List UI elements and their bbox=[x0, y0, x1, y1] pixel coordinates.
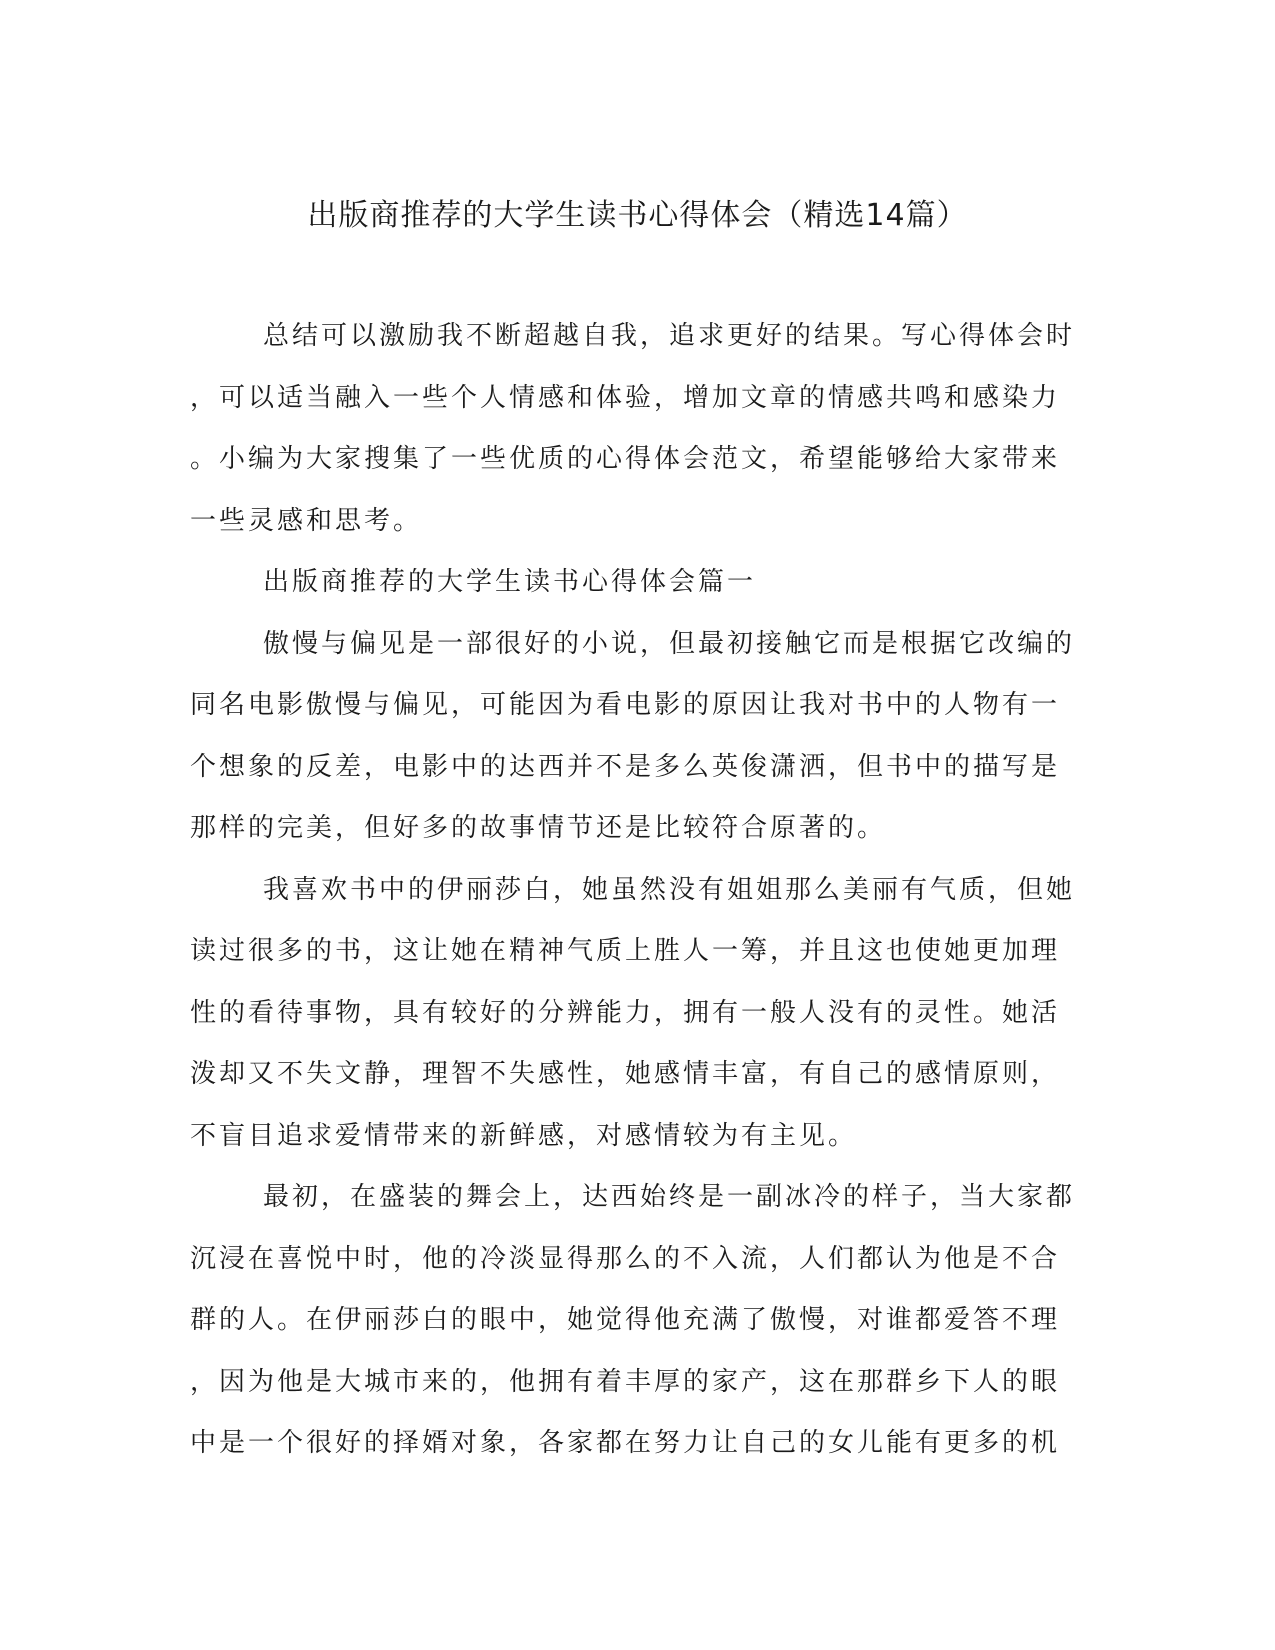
body-line: ，可以适当融入一些个人情感和体验，增加文章的情感共鸣和感染力 bbox=[190, 382, 1061, 413]
body-line: 性的看待事物，具有较好的分辨能力，拥有一般人没有的灵性。她活 bbox=[190, 997, 1061, 1028]
body-line: 一些灵感和思考。 bbox=[190, 505, 423, 536]
body-line: 。小编为大家搜集了一些优质的心得体会范文，希望能够给大家带来 bbox=[190, 444, 1061, 474]
document-title: 出版商推荐的大学生读书心得体会（精选14篇） bbox=[307, 198, 968, 233]
body-line: 个想象的反差，电影中的达西并不是多么英俊潇洒，但书中的描写是 bbox=[190, 751, 1061, 782]
body-line: 那样的完美，但好多的故事情节还是比较符合原著的。 bbox=[190, 813, 887, 843]
body-line: 沉浸在喜悦中时，他的冷淡显得那么的不入流，人们都认为他是不合 bbox=[190, 1243, 1061, 1274]
document-body bbox=[190, 306, 1090, 1475]
body-line: 傲慢与偏见是一部很好的小说，但最初接触它而是根据它改编的 bbox=[263, 628, 1076, 659]
section-heading: 出版商推荐的大学生读书心得体会篇一 bbox=[263, 567, 757, 597]
body-line: ，因为他是大城市来的，他拥有着丰厚的家产，这在那群乡下人的眼 bbox=[190, 1366, 1061, 1397]
body-line: 不盲目追求爱情带来的新鲜感，对感情较为有主见。 bbox=[190, 1120, 858, 1151]
body-line: 群的人。在伊丽莎白的眼中，她觉得他充满了傲慢，对谁都爱答不理 bbox=[190, 1305, 1061, 1335]
body-line: 中是一个很好的择婿对象，各家都在努力让自己的女儿能有更多的机 bbox=[190, 1428, 1061, 1458]
body-line: 泼却又不失文静，理智不失感性，她感情丰富，有自己的感情原则， bbox=[190, 1059, 1061, 1089]
body-line: 读过很多的书，这让她在精神气质上胜人一筹，并且这也使她更加理 bbox=[190, 936, 1061, 966]
body-line: 最初，在盛装的舞会上，达西始终是一副冰冷的样子，当大家都 bbox=[263, 1182, 1076, 1212]
body-line: 总结可以激励我不断超越自我，追求更好的结果。写心得体会时 bbox=[263, 321, 1076, 351]
body-line: 我喜欢书中的伊丽莎白，她虽然没有姐姐那么美丽有气质，但她 bbox=[263, 874, 1076, 905]
body-line: 同名电影傲慢与偏见，可能因为看电影的原因让我对书中的人物有一 bbox=[190, 690, 1061, 720]
